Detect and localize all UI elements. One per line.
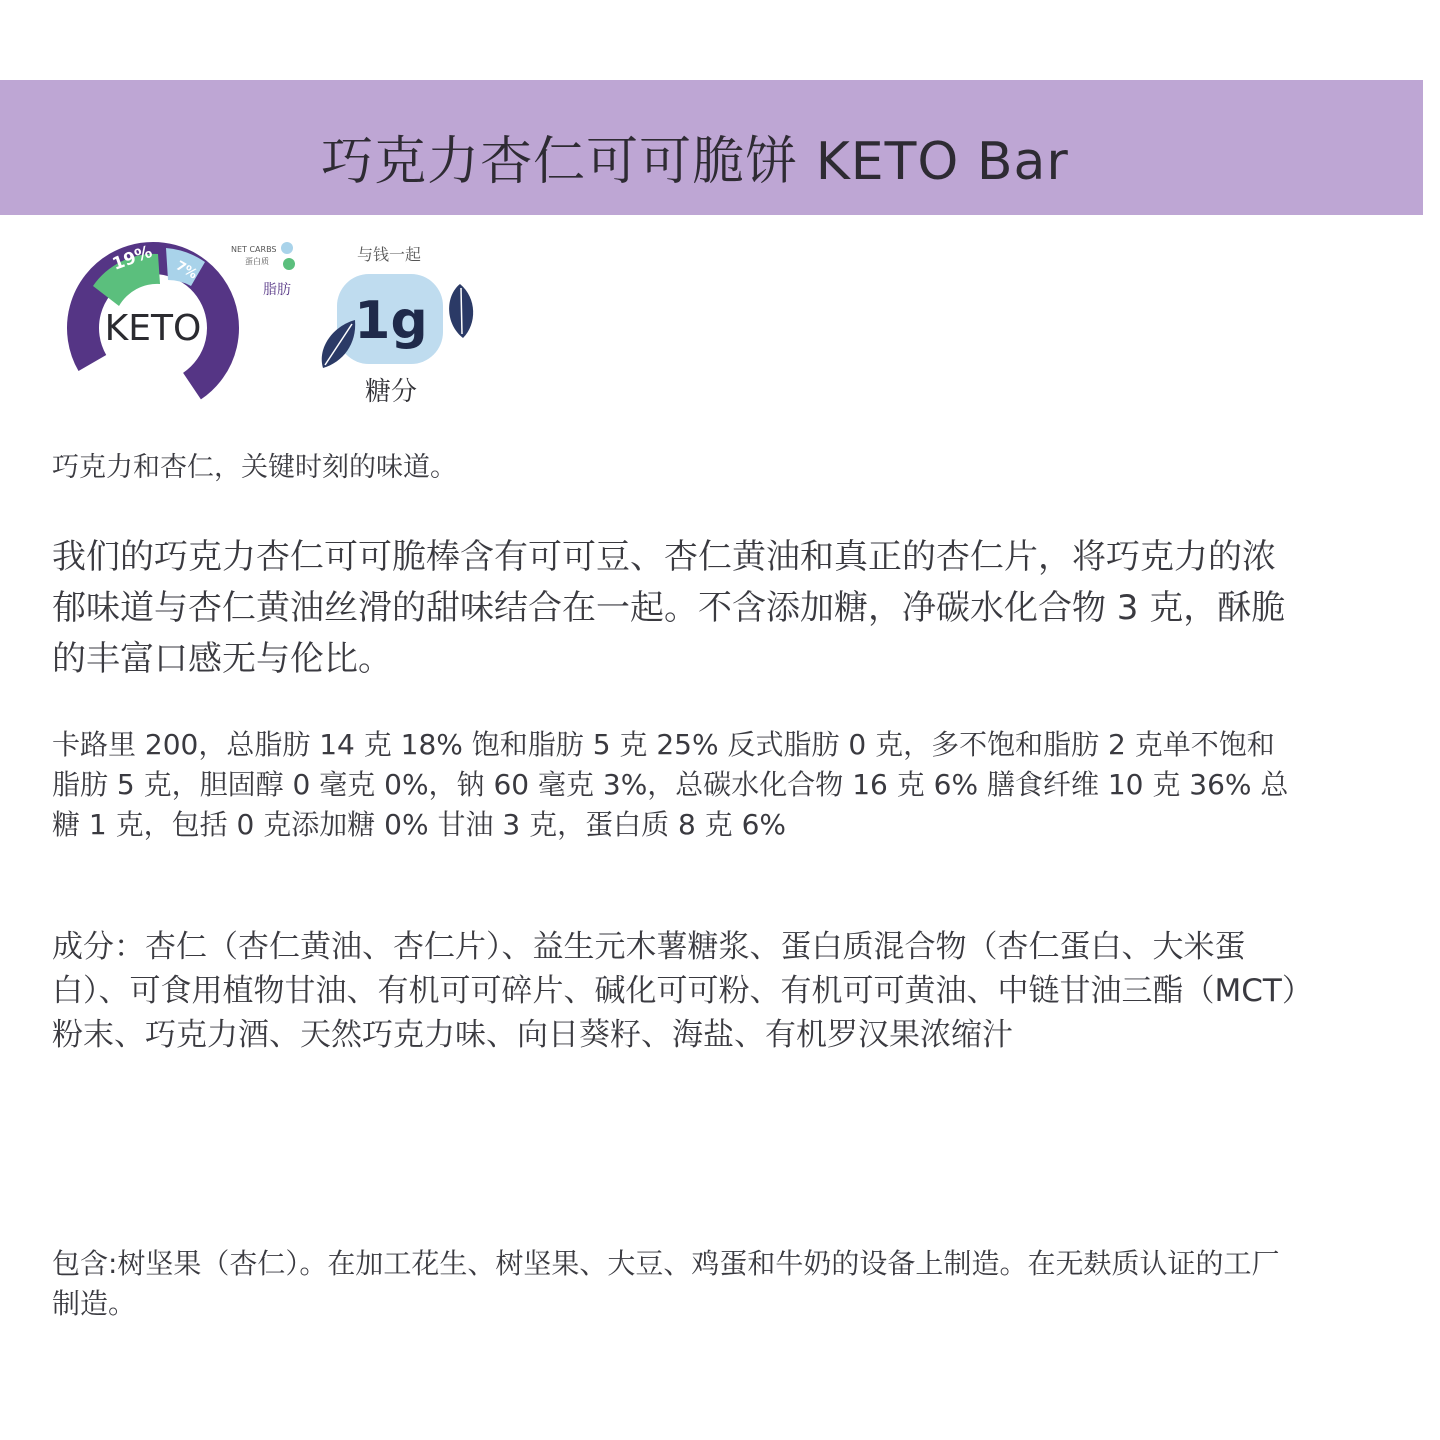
product-description: 我们的巧克力杏仁可可脆棒含有可可豆、杏仁黄油和真正的杏仁片，将巧克力的浓郁味道与杏仁黄油丝滑的甜味结合在一起。不含添加糖，净碳水化合物 3 克，酥脆的丰富口感无与伦比。 bbox=[52, 537, 1286, 679]
donut-label-carbs: 7% bbox=[173, 258, 200, 283]
legend-dot-protein bbox=[283, 258, 295, 270]
sugar-value: 1g bbox=[354, 291, 428, 351]
legend-fat: 脂肪 bbox=[263, 282, 291, 298]
sugar-caption: 糖分 bbox=[364, 377, 418, 407]
donut-label-protein: 19% bbox=[109, 241, 155, 275]
donut-label-fat: 74% bbox=[141, 393, 182, 413]
legend-dot-carbs bbox=[281, 242, 293, 254]
macro-donut-chart bbox=[55, 228, 305, 432]
ingredients-list: 成分：杏仁（杏仁黄油、杏仁片）、益生元木薯糖浆、蛋白质混合物（杏仁蛋白、大米蛋白）、可食用植物甘油、有机可可碎片、碱化可可粉、有机可可黄油、中链甘油三酯（MCT）粉末、巧克力酒、天然巧克力味、向日葵籽、海盐、有机罗汉果浓缩汁 bbox=[52, 929, 1298, 1053]
tagline: 巧克力和杏仁，关键时刻的味道。 bbox=[52, 452, 457, 483]
donut-center-label: KETO bbox=[104, 308, 202, 349]
sugar-top-text: 与钱一起 bbox=[356, 245, 422, 264]
nutrition-facts: 卡路里 200，总脂肪 14 克 18% 饱和脂肪 5 克 25% 反式脂肪 0 克，多不饱和脂肪 2 克单不饱和脂肪 5 克，胆固醇 0 毫克 0%，钠 60 毫克 3%，总碳水化合物 16 克 6% 膳食纤维 10 克 36% 总糖 1 克，包括 0 克添加糖 0% 甘油 3 克，蛋白质 8 克 6% bbox=[52, 728, 1289, 841]
legend-net-carbs: NET CARBS bbox=[231, 245, 277, 254]
allergen-statement: 包含:树坚果（杏仁）。在加工花生、树坚果、大豆、鸡蛋和牛奶的设备上制造。在无麸质认证的工厂制造。 bbox=[52, 1247, 1280, 1320]
sugar-badge bbox=[315, 238, 495, 422]
page-title: 巧克力杏仁可可脆饼 KETO Bar bbox=[321, 132, 1069, 192]
legend-protein: 蛋白质 bbox=[245, 257, 269, 266]
